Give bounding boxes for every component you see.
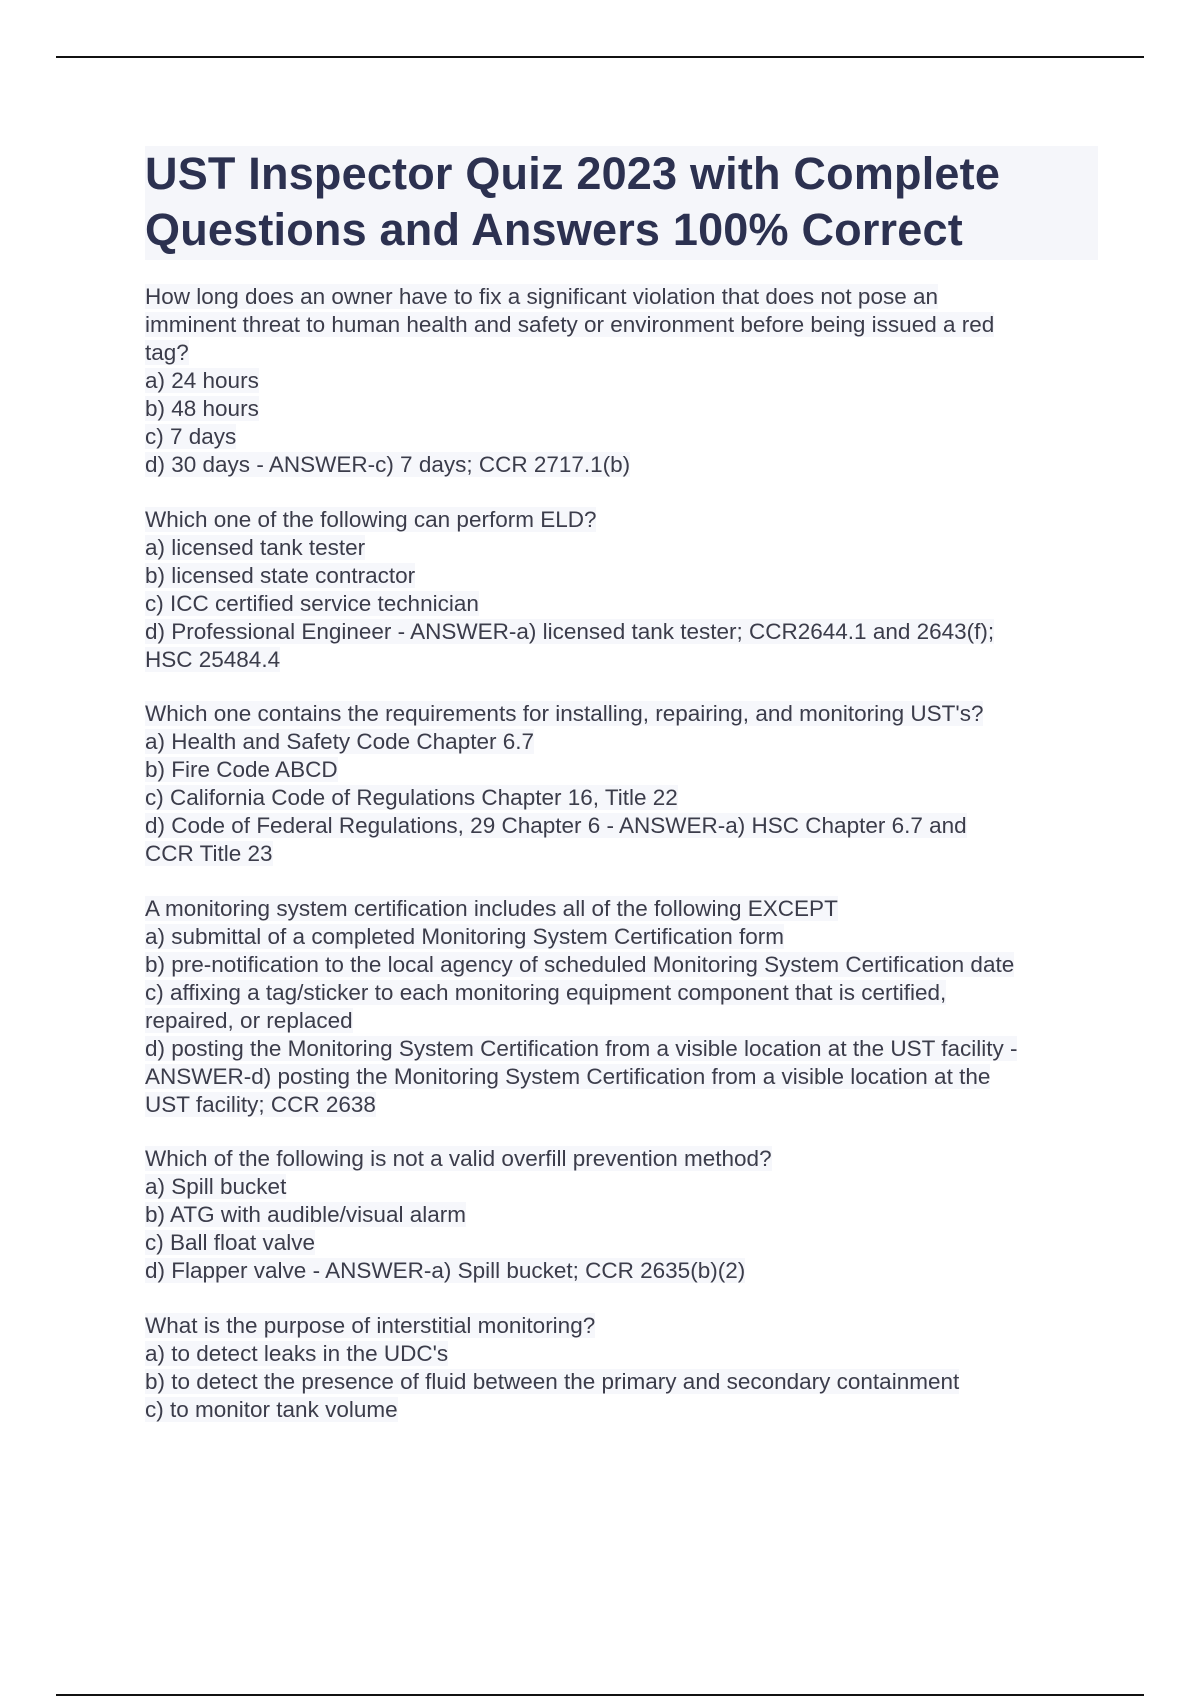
question-block	[145, 895, 1105, 1119]
footer-rule	[56, 1694, 1144, 1696]
answer-option: a) 24 hours	[145, 368, 259, 393]
answer-option: d) 30 days - ANSWER-c) 7 days; CCR 2717.1(b)	[145, 452, 631, 477]
question-text: Which one of the following can perform ELD?	[145, 506, 597, 532]
question-block	[145, 283, 1105, 479]
answer-option: a) licensed tank tester	[145, 534, 366, 560]
question-text: Which one contains the requirements for installing, repairing, and monitoring UST's?	[145, 701, 984, 726]
answer-option: c) 7 days	[145, 424, 237, 449]
title-line: UST Inspector Quiz 2023 with Complete	[145, 148, 1001, 199]
answer-option: a) Spill bucket	[145, 1174, 287, 1199]
question-block	[145, 1312, 1105, 1424]
answer-option: d) Code of Federal Regulations, 29 Chapter 6 - ANSWER-a) HSC Chapter 6.7 and	[145, 813, 967, 838]
answer-option: a) submittal of a completed Monitoring System Certification form	[145, 923, 784, 949]
answer-option: c) to monitor tank volume	[145, 1396, 398, 1422]
question-text: What is the purpose of interstitial monitoring?	[145, 1312, 596, 1338]
question-block	[145, 700, 1105, 868]
answer-option: repaired, or replaced	[145, 1007, 353, 1033]
answer-option: b) Fire Code ABCD	[145, 757, 338, 782]
answer-option: c) affixing a tag/sticker to each monitoring equipment component that is certified,	[145, 979, 947, 1005]
answer-option: UST facility; CCR 2638	[145, 1091, 376, 1117]
answer-option: b) licensed state contractor	[145, 562, 416, 588]
answer-option: HSC 25484.4	[145, 646, 281, 672]
answer-option: c) California Code of Regulations Chapter 16, Title 22	[145, 785, 678, 810]
question-text: tag?	[145, 340, 189, 365]
question-text: A monitoring system certification includes all of the following EXCEPT	[145, 895, 838, 921]
answer-option: ANSWER-d) posting the Monitoring System Certification from a visible location at the	[145, 1063, 991, 1089]
answer-option: b) to detect the presence of fluid between the primary and secondary containment	[145, 1368, 960, 1394]
question-text: Which of the following is not a valid overfill prevention method?	[145, 1146, 772, 1171]
answer-option: d) Flapper valve - ANSWER-a) Spill bucket; CCR 2635(b)(2)	[145, 1258, 746, 1283]
answer-option: a) Health and Safety Code Chapter 6.7	[145, 729, 534, 754]
question-block	[145, 1145, 1105, 1285]
answer-option: d) posting the Monitoring System Certification from a visible location at the UST facility -	[145, 1035, 1018, 1061]
title-line: Questions and Answers 100% Correct	[145, 204, 963, 255]
answer-option: a) to detect leaks in the UDC's	[145, 1340, 449, 1366]
question-text: How long does an owner have to fix a significant violation that does not pose an	[145, 284, 939, 309]
answer-option: b) ATG with audible/visual alarm	[145, 1202, 466, 1227]
question-block	[145, 506, 1105, 674]
answer-option: CCR Title 23	[145, 841, 273, 866]
header-rule	[56, 56, 1144, 58]
answer-option: c) ICC certified service technician	[145, 590, 479, 616]
answer-option: c) Ball float valve	[145, 1230, 316, 1255]
question-text: imminent threat to human health and safety or environment before being issued a red	[145, 312, 995, 337]
answer-option: b) 48 hours	[145, 396, 259, 421]
answer-option: d) Professional Engineer - ANSWER-a) licensed tank tester; CCR2644.1 and 2643(f);	[145, 618, 995, 644]
questions-body	[145, 283, 1105, 1450]
answer-option: b) pre-notification to the local agency of scheduled Monitoring System Certification date	[145, 951, 1015, 977]
document-title	[145, 146, 1098, 260]
